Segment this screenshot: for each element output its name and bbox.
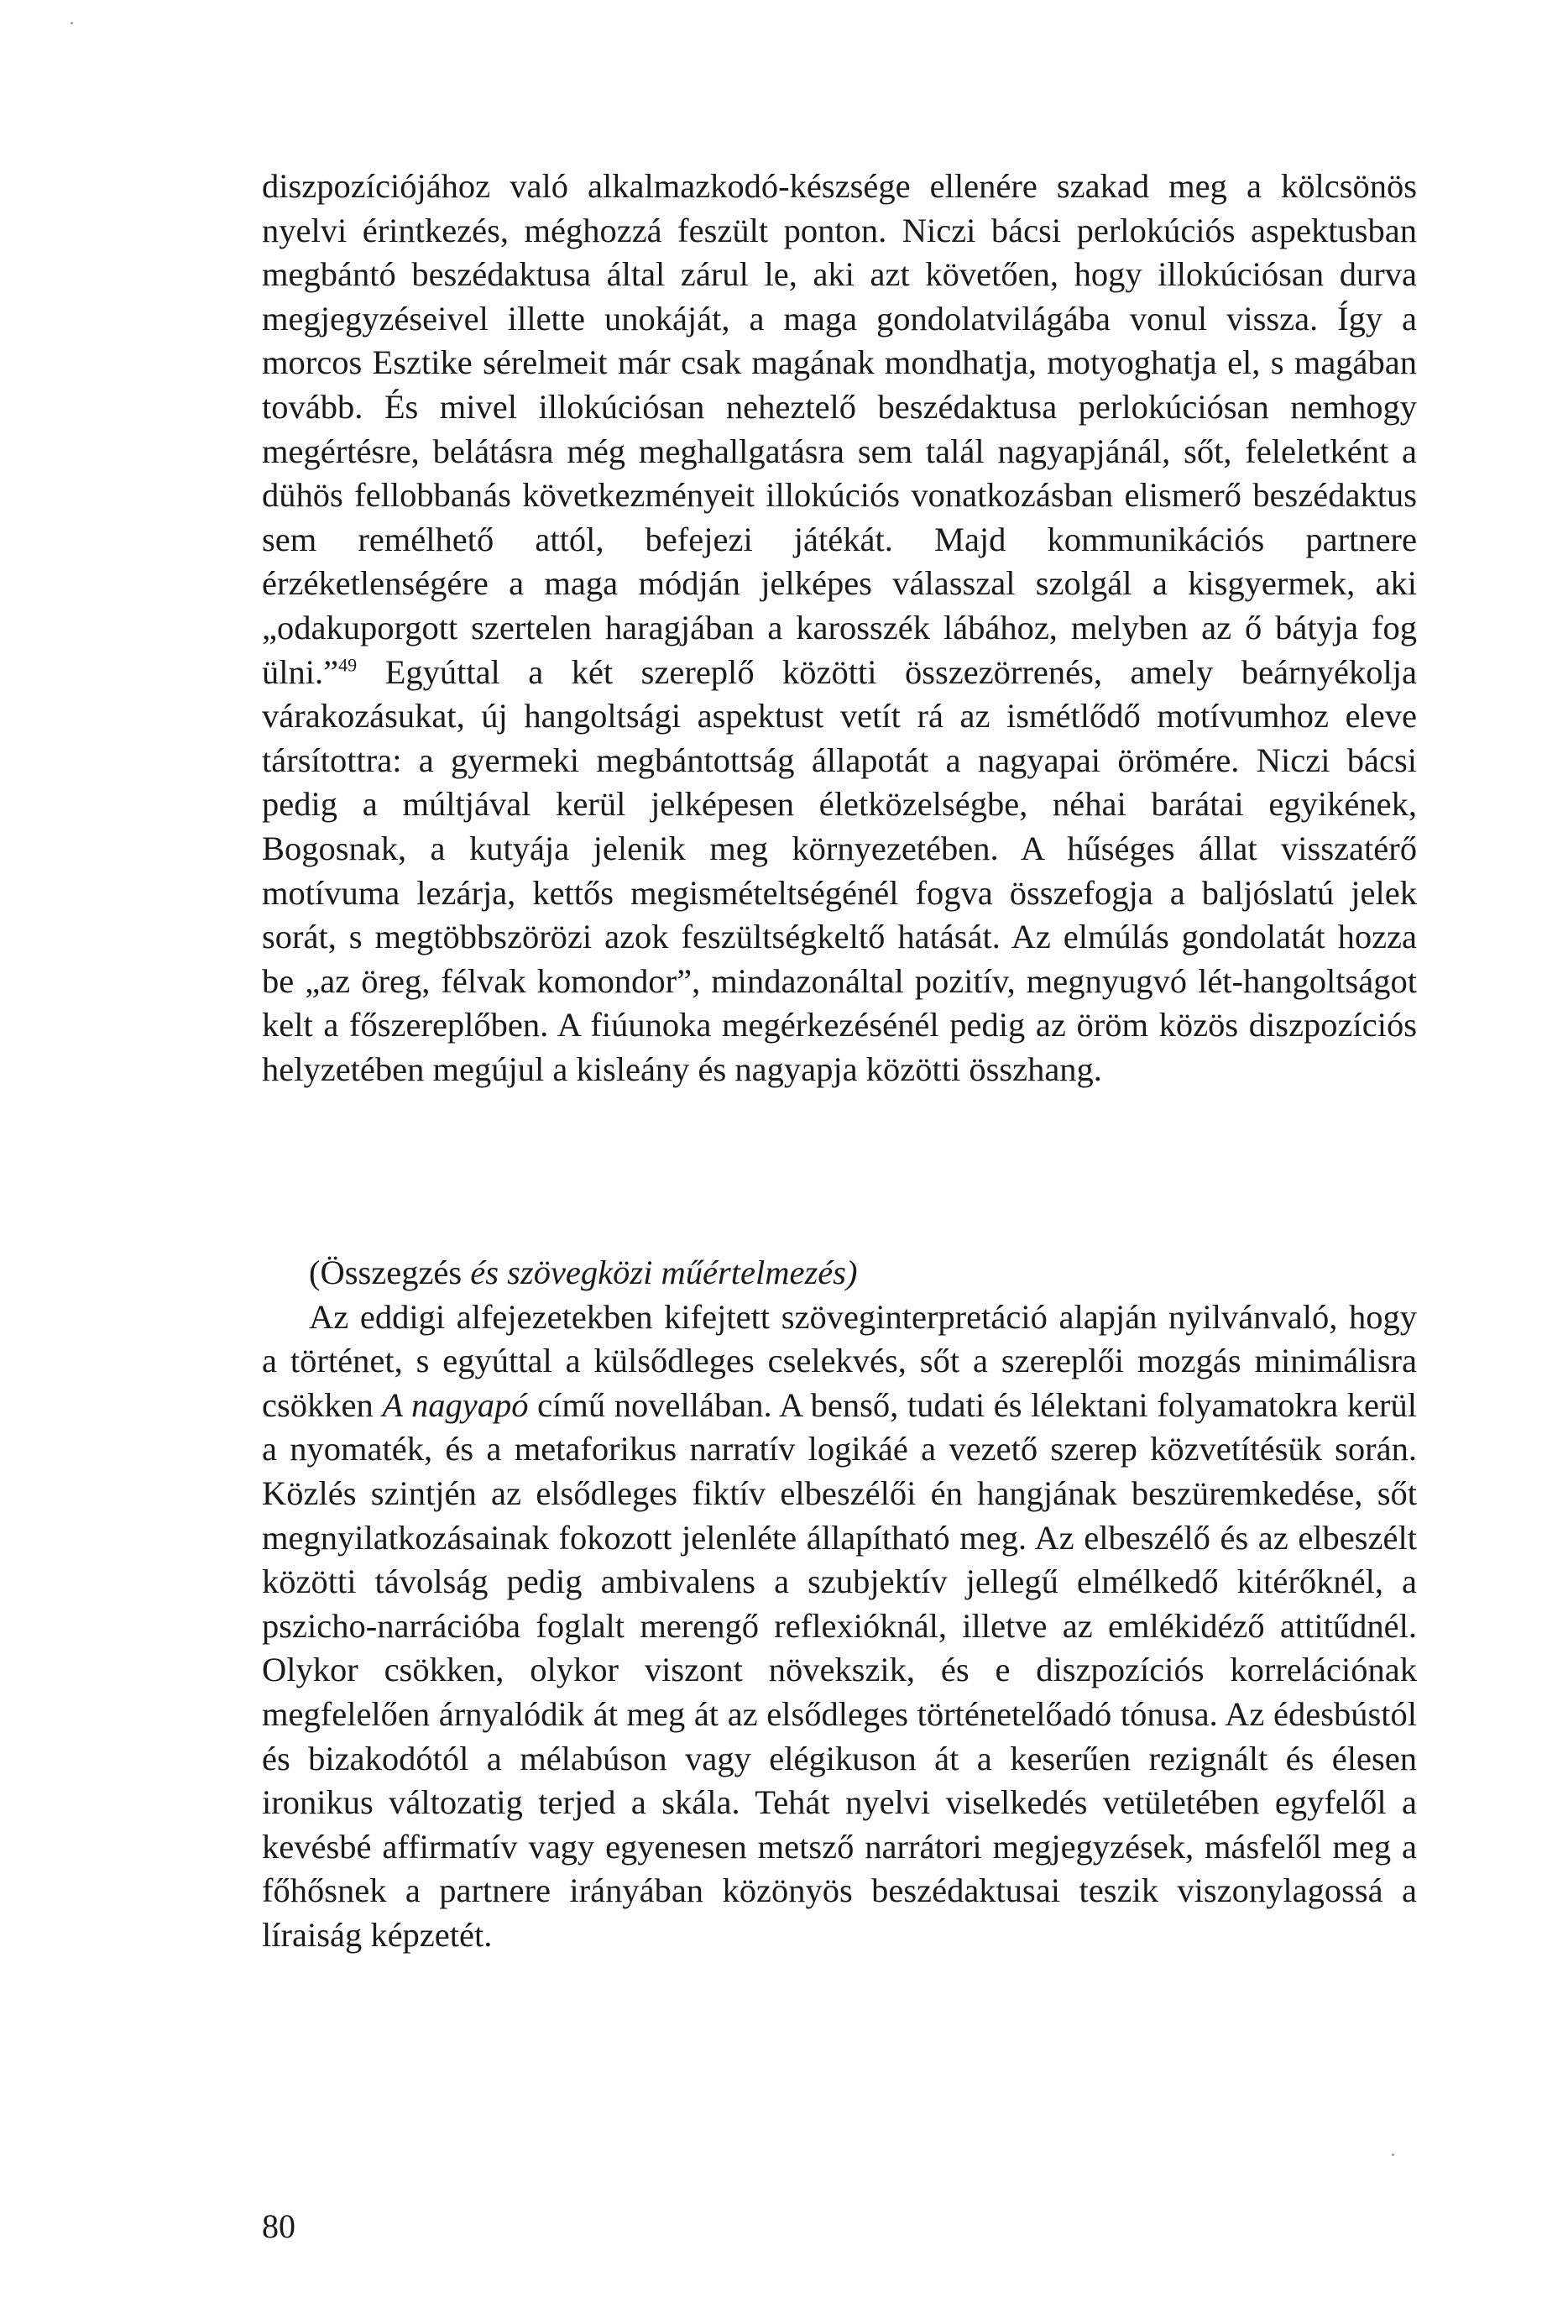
page-number: 80 [262, 2207, 295, 2245]
scan-speck [1392, 2154, 1394, 2156]
summary-section [262, 1251, 1417, 1958]
paragraph-2-part-2: című novellában. A benső, tudati és lélektani folyamatokra kerül a nyomaték, és a metaforikus narratív logikáé a vezető szerep közvetítésük során. Közlés szintjén az elsődleges fiktív elbeszélői én hangjának beszüremkedése, sőt megnyilatkozásainak fokozott jelenléte állapítható meg. Az elbeszélő és az elbeszélt közötti távolság pedig ambivalens a szubjektív jellegű elmélkedő kitérőknél, a pszicho-narrációba foglalt merengő reflexióknál, illetve az emlékidéző attitűdnél. Olykor csökken, olykor viszont növekszik, és e diszpozíciós korrelációnak megfelelően árnyalódik át meg át az elsődleges történetelőadó tónusa. Az édesbústól és bizakodótól a mélabúson vagy elégikuson át a keserűen rezignált és élesen ironikus változatig terjed a skála. Tehát nyelvi viselkedés vetületében egyfelől a kevésbé affirmatív vagy egyenesen metsző narrátori megjegyzések, másfelől meg a főhősnek a partnere irányában közönyös beszédaktusai teszik viszonylagossá a líraiság képzetét. [262, 1385, 1417, 1954]
paragraph-1-text-after: Egyúttal a két szereplő közötti összezörrenés, amely beárnyékolja várakozásukat, új hangoltsági aspektust vetít rá az ismétlődő motívumhoz eleve társítottra: a gyermeki megbántottság állapotát a nagyapai örömére. Niczi bácsi pedig a múltjával kerül jelképesen életközelségbe, néhai barátai egyikének, Bogosnak, a kutyája jelenik meg környezetében. A hűséges állat visszatérő motívuma lezárja, kettős megismételtségénél fogva összefogja a baljóslatú jelek sorát, s megtöbbszörözi azok feszültségkeltő hatását. Az elmúlás gondolatát hozza be „az öreg, félvak komondor”, mindazonáltal pozitív, megnyugvó lét-hangoltságot kelt a főszereplőben. A fiúunoka megérkezésénél pedig az öröm közös diszpozíciós helyzetében megújul a kisleány és nagyapja közötti összhang. [262, 652, 1418, 1088]
heading-part-2: és [470, 1254, 499, 1291]
paragraph-2-part-1: Az eddigi alfejezetekben kifejtett szöveginterpretáció alapján nyilvánvaló, hogy a történet, s egyúttal a külsődleges cselekvés, sőt a szereplői mozgás minimálisra csökken [262, 1297, 1417, 1424]
heading-part-1: (Összegzés [309, 1254, 471, 1291]
paragraph-1-text: diszpozíciójához való alkalmazkodó-készsége ellenére szakad meg a kölcsönös nyelvi érintkezés, méghozzá feszült ponton. Niczi bácsi perlokúciós aspektusban megbántó beszédaktusa által zárul le, aki azt követően, hogy illokúciósan durva megjegyzéseivel illette unokáját, a maga gondolatvilágába vonul vissza. Így a morcos Esztike sérelmeit már csak magának mondhatja, motyoghatja el, s magában tovább. És mivel illokúciósan neheztelő beszédaktusa perlokúciósan nemhogy megértésre, belátásra még meghallgatásra sem talál nagyapjánál, sőt, feleletként a dühös fellobbanás következményeit illokúciós vonatkozásban elismerő beszédaktus sem remélhető attól, befejezi játékát. Majd kommunikációs partnere érzéketlenségére a maga módján jelképes válasszal szolgál a kisgyermek, aki „odakuporgott szertelen haragjában a karosszék lábához, melyben az ő bátyja fog ülni.” [262, 167, 1417, 691]
body-paragraph-2 [262, 1295, 1417, 1958]
heading-part-3: szövegközi műértelmezés) [499, 1254, 858, 1291]
body-paragraph-1 [262, 165, 1417, 1091]
work-title: A nagyapó [382, 1385, 529, 1424]
scan-speck [71, 22, 73, 24]
section-heading [262, 1251, 1417, 1295]
footnote-ref: 49 [338, 654, 358, 676]
